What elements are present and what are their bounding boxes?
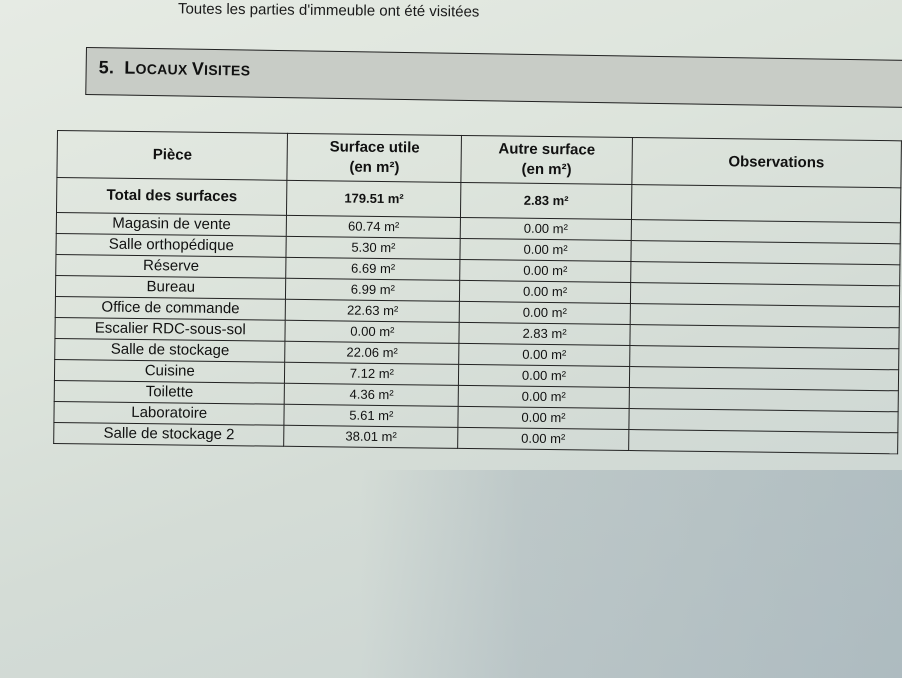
piece-cell: Toilette [54, 380, 285, 404]
autre-surface-cell: 0.00 m² [460, 259, 631, 282]
autre-surface-cell: 0.00 m² [460, 217, 631, 240]
surface-utile-cell: 22.63 m² [286, 299, 460, 322]
surface-utile-cell: 60.74 m² [287, 215, 461, 238]
surface-utile-cell: 38.01 m² [284, 425, 458, 448]
autre-surface-cell: 0.00 m² [459, 364, 630, 387]
piece-cell: Salle de stockage [55, 338, 286, 362]
piece-cell: Bureau [55, 275, 286, 299]
section-number: 5. [98, 57, 115, 78]
header-autre-surface [461, 135, 632, 184]
surfaces-table-wrapper [53, 130, 902, 454]
surface-utile-cell: 6.69 m² [286, 257, 460, 280]
section-title-part-1: OCAUX [135, 60, 192, 78]
surface-utile-cell: 5.61 m² [284, 404, 458, 427]
total-observations [631, 185, 901, 223]
autre-surface-cell: 2.83 m² [459, 322, 630, 345]
section-title-letter-2: V [191, 58, 205, 79]
header-surface-utile [287, 133, 461, 182]
surface-utile-cell: 6.99 m² [286, 278, 460, 301]
header-autre-surface-line2: (en m²) [521, 160, 572, 179]
surface-utile-cell: 5.30 m² [286, 236, 460, 259]
autre-surface-cell: 0.00 m² [460, 238, 631, 261]
surface-utile-cell: 4.36 m² [285, 383, 459, 406]
header-piece: Pièce [57, 131, 288, 181]
section-title-letter-1: L [124, 57, 136, 78]
autre-surface-cell: 0.00 m² [459, 343, 630, 366]
total-label: Total des surfaces [56, 178, 287, 216]
surface-utile-cell: 22.06 m² [285, 341, 459, 364]
piece-cell: Salle orthopédique [56, 233, 287, 257]
autre-surface-cell: 0.00 m² [460, 280, 631, 303]
autre-surface-cell: 0.00 m² [458, 385, 629, 408]
shadow-overlay [360, 470, 902, 678]
piece-cell: Réserve [56, 254, 287, 278]
section-title-part-2: ISITES [204, 61, 251, 79]
autre-surface-cell: 0.00 m² [458, 427, 629, 450]
total-surface-utile: 179.51 m² [287, 180, 461, 217]
piece-cell: Office de commande [55, 296, 286, 320]
total-autre-surface: 2.83 m² [461, 182, 632, 219]
section-header [85, 47, 902, 108]
piece-cell: Salle de stockage 2 [54, 422, 285, 446]
piece-cell: Magasin de vente [56, 212, 287, 236]
header-surface-utile-line2: (en m²) [349, 158, 400, 177]
autre-surface-cell: 0.00 m² [458, 406, 629, 429]
surface-utile-cell: 0.00 m² [285, 320, 459, 343]
piece-cell: Escalier RDC-sous-sol [55, 317, 286, 341]
surface-utile-cell: 7.12 m² [285, 362, 459, 385]
observations-cell [628, 430, 897, 454]
intro-text: Toutes les parties d'immeuble ont été visitées [177, 0, 480, 21]
header-surface-utile-line1: Surface utile [329, 138, 420, 157]
header-observations: Observations [632, 138, 902, 188]
piece-cell: Cuisine [54, 359, 285, 383]
surfaces-table [53, 130, 902, 454]
piece-cell: Laboratoire [54, 401, 285, 425]
header-autre-surface-line1: Autre surface [498, 140, 596, 159]
autre-surface-cell: 0.00 m² [459, 301, 630, 324]
section-title [99, 57, 251, 80]
